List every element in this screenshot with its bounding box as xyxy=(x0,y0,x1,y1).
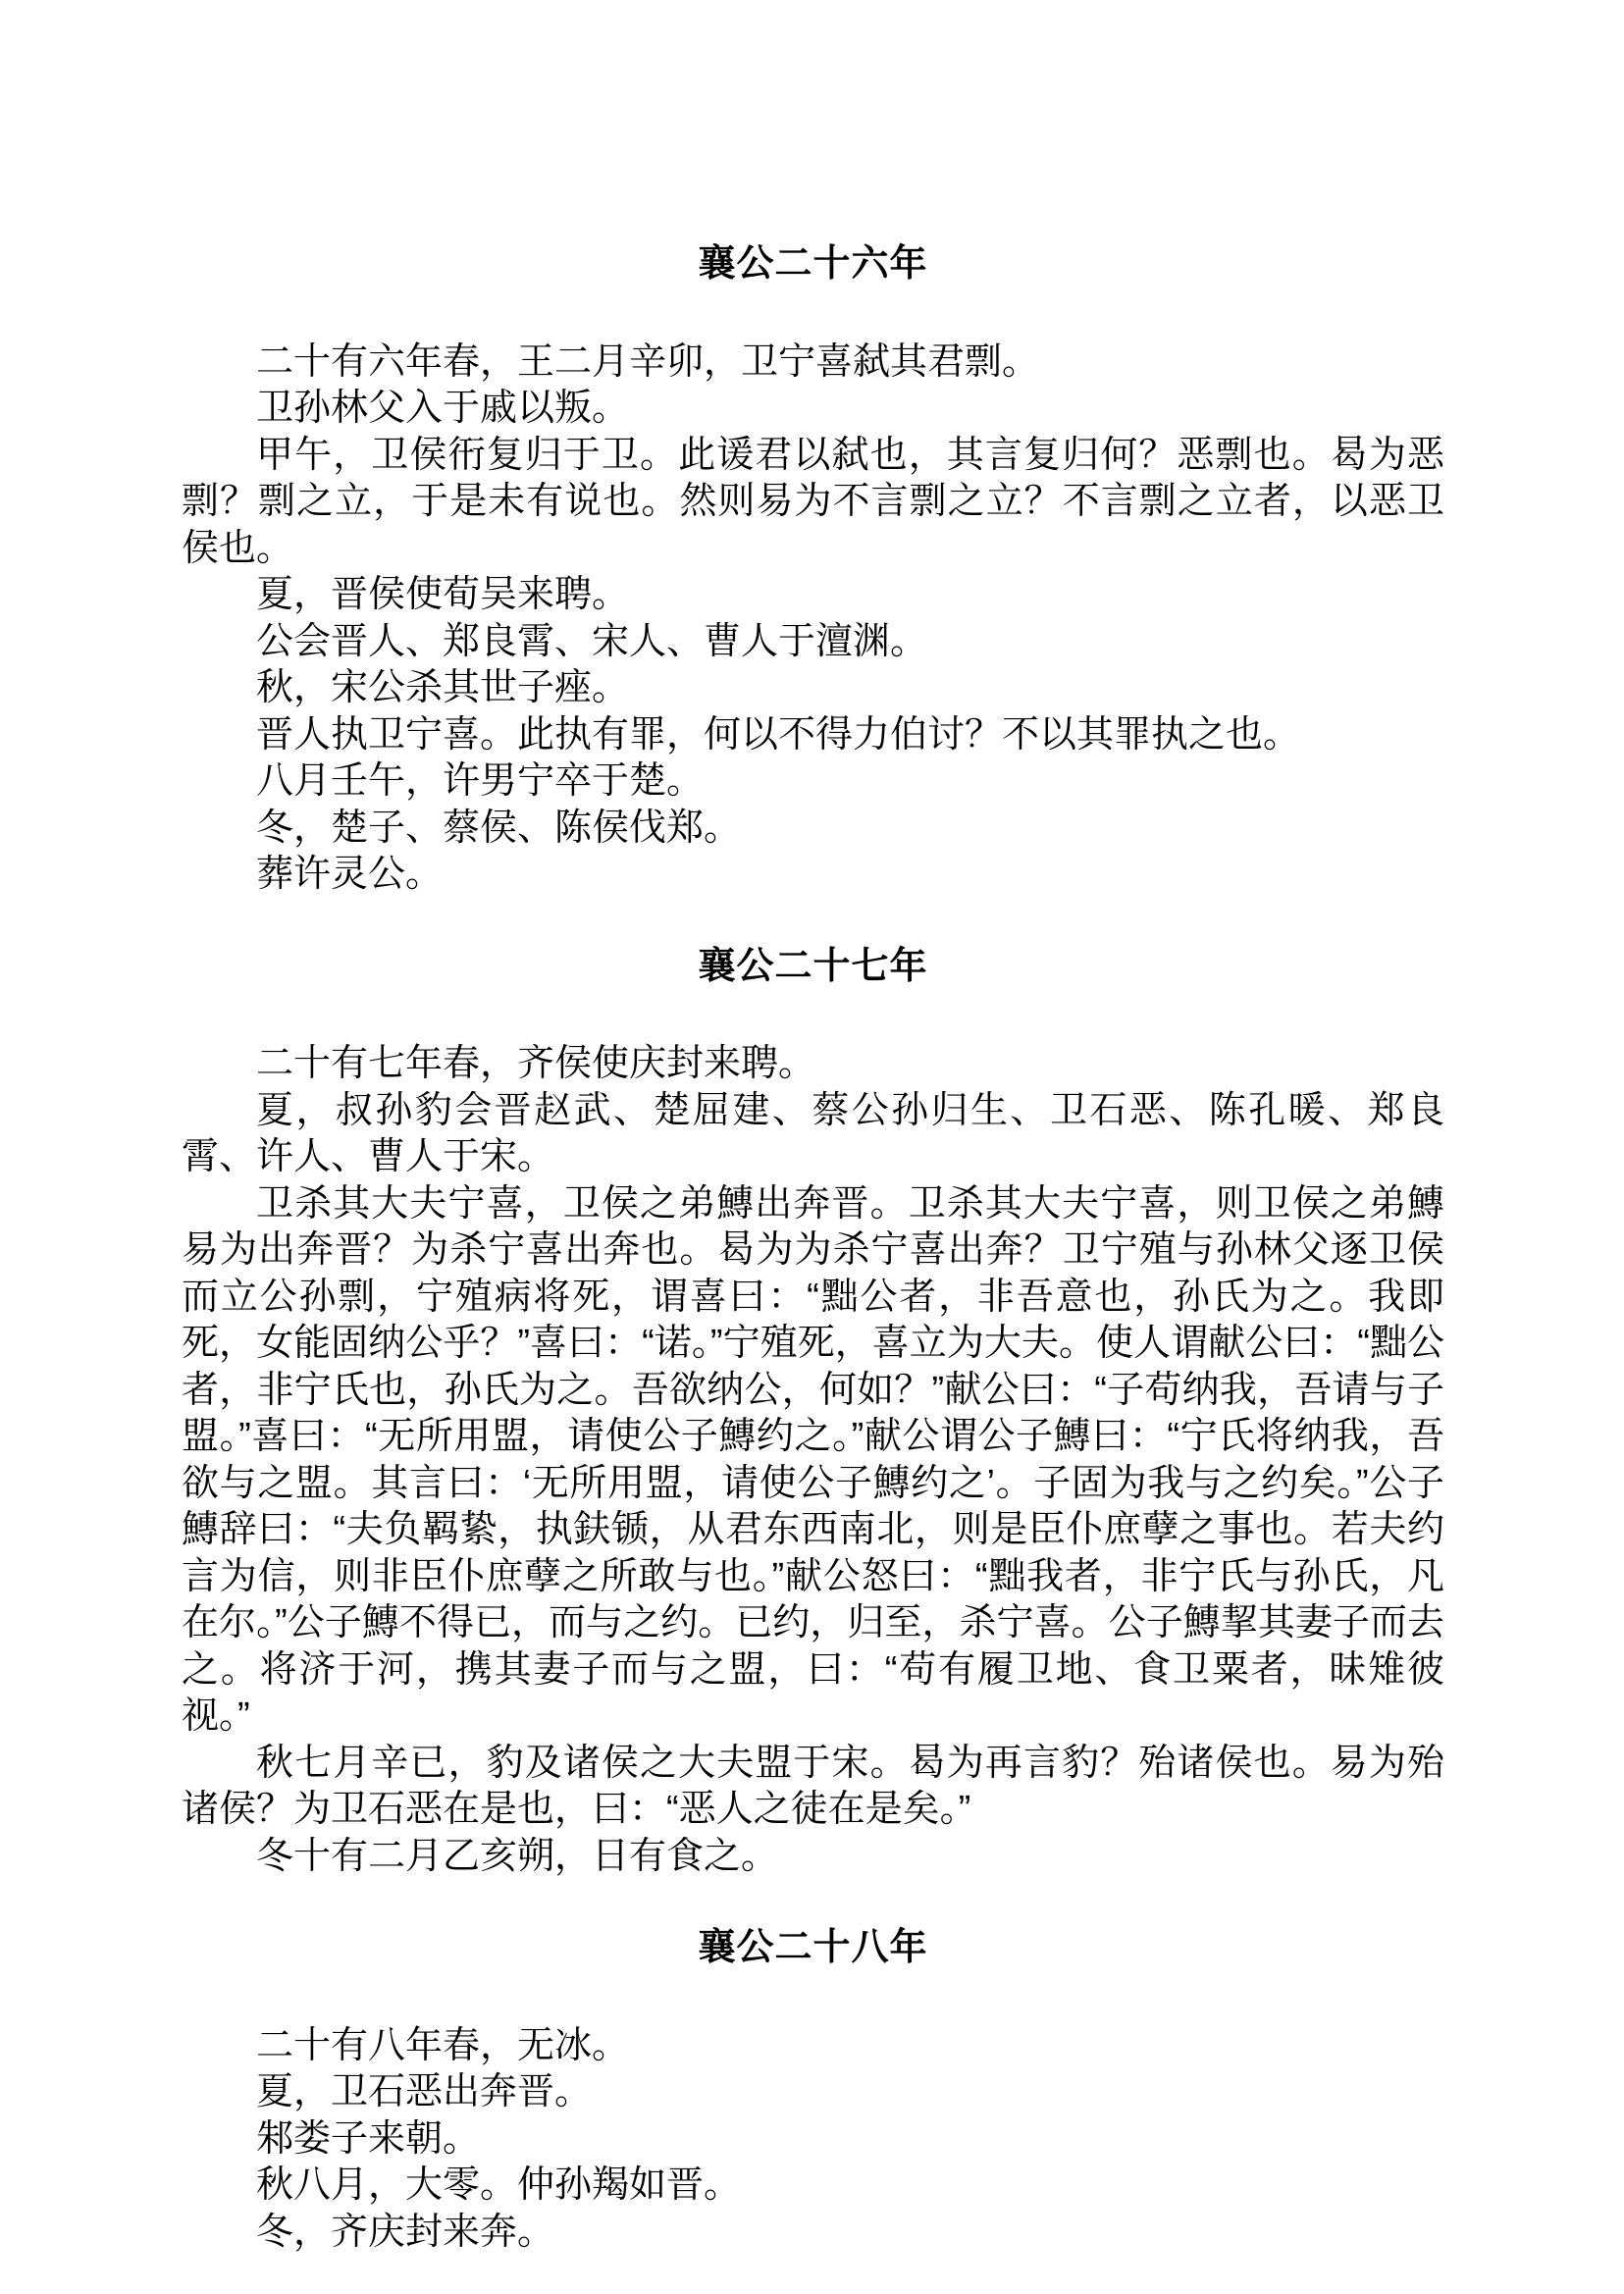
paragraph: 甲午，卫侯衎复归于卫。此谖君以弑也，其言复归何？恶剽也。曷为恶剽？剽之立，于是未有说也。然则易为不言剽之立？不言剽之立者，以恶卫侯也。 xyxy=(182,434,1444,569)
paragraph: 夏，卫石恶出奔晋。 xyxy=(256,2071,593,2112)
paragraph: 冬十有二月乙亥朔，日有食之。 xyxy=(256,1835,779,1877)
section-heading: 襄公二十八年 xyxy=(698,1927,928,1968)
paragraph: 夏，晋侯使荀吴来聘。 xyxy=(256,574,630,615)
section-xianggong-26 xyxy=(182,241,1444,899)
paragraph: 秋七月辛已，豹及诸侯之大夫盟于宋。曷为再言豹？殆诸侯也。易为殆诸侯？为卫石恶在是也，曰：“恶人之徒在是矣。” xyxy=(182,1742,1444,1830)
paragraph: 晋人执卫宁喜。此执有罪，何以不得力伯讨？不以其罪执之也。 xyxy=(256,713,1301,756)
section-heading: 襄公二十六年 xyxy=(698,243,928,285)
section-xianggong-27 xyxy=(182,944,1444,1881)
paragraph: 邾娄子来朝。 xyxy=(256,2117,481,2160)
paragraph: 卫杀其大夫宁喜，卫侯之弟鱄出奔晋。卫杀其大夫宁喜，则卫侯之弟鱄易为出奔晋？为杀宁喜出奔也。曷为为杀宁喜出奔？卫宁殖与孙林父逐卫侯而立公孙剽，宁殖病将死，谓喜曰：“黜公者，非吾意也，孙氏为之。我即死，女能固纳公乎？”喜曰：“诺。”宁殖死，喜立为大夫。使人谓献公曰：“黜公者，非宁氏也，孙氏为之。吾欲纳公，何如？”献公曰：“子苟纳我，吾请与子盟。”喜曰：“无所用盟，请使公子鱄约之。”献公谓公子鱄曰：“宁氏将纳我，吾欲与之盟。其言曰：‘无所用盟，请使公子鱄约之’。子固为我与之约矣。”公子鱄辞曰：“夫负羁絷，执鈇锧，从君东西南北，则是臣仆庶孽之事也。若夫约言为信，则非臣仆庶孽之所敢与也。”献公怒曰：“黜我者，非宁氏与孙氏，凡在尔。”公子鱄不得已，而与之约。已约，归至，杀宁喜。公子鱄挈其妻子而去之。将济于河，携其妻子而与之盟，曰：“苟有履卫地、食卫粟者，昧雉彼视。” xyxy=(182,1182,1444,1737)
paragraph: 秋，宋公杀其世子痤。 xyxy=(256,667,630,708)
paragraph: 二十有七年春，齐侯使庆封来聘。 xyxy=(256,1043,816,1084)
paragraph: 冬，齐庆封来奔。 xyxy=(256,2211,555,2253)
section-xianggong-28 xyxy=(182,1925,1444,2256)
paragraph: 葬许灵公。 xyxy=(256,854,444,895)
paragraph: 二十有八年春，无冰。 xyxy=(256,2024,630,2066)
paragraph: 夏，叔孙豹会晋赵武、楚屈建、蔡公孙归生、卫石恶、陈孔暖、郑良霄、许人、曹人于宋。 xyxy=(182,1089,1444,1177)
paragraph: 二十有六年春，王二月辛卯，卫宁喜弑其君剽。 xyxy=(256,340,1040,383)
section-heading: 襄公二十七年 xyxy=(698,945,928,987)
paragraph: 冬，楚子、蔡侯、陈侯伐郑。 xyxy=(256,807,742,849)
paragraph: 公会晋人、郑良霄、宋人、曹人于澶渊。 xyxy=(256,620,928,662)
paragraph: 卫孙林父入于戚以叛。 xyxy=(256,388,630,429)
paragraph: 八月壬午，许男宁卒于楚。 xyxy=(256,760,705,802)
paragraph: 秋八月，大零。仲孙羯如晋。 xyxy=(256,2164,742,2206)
